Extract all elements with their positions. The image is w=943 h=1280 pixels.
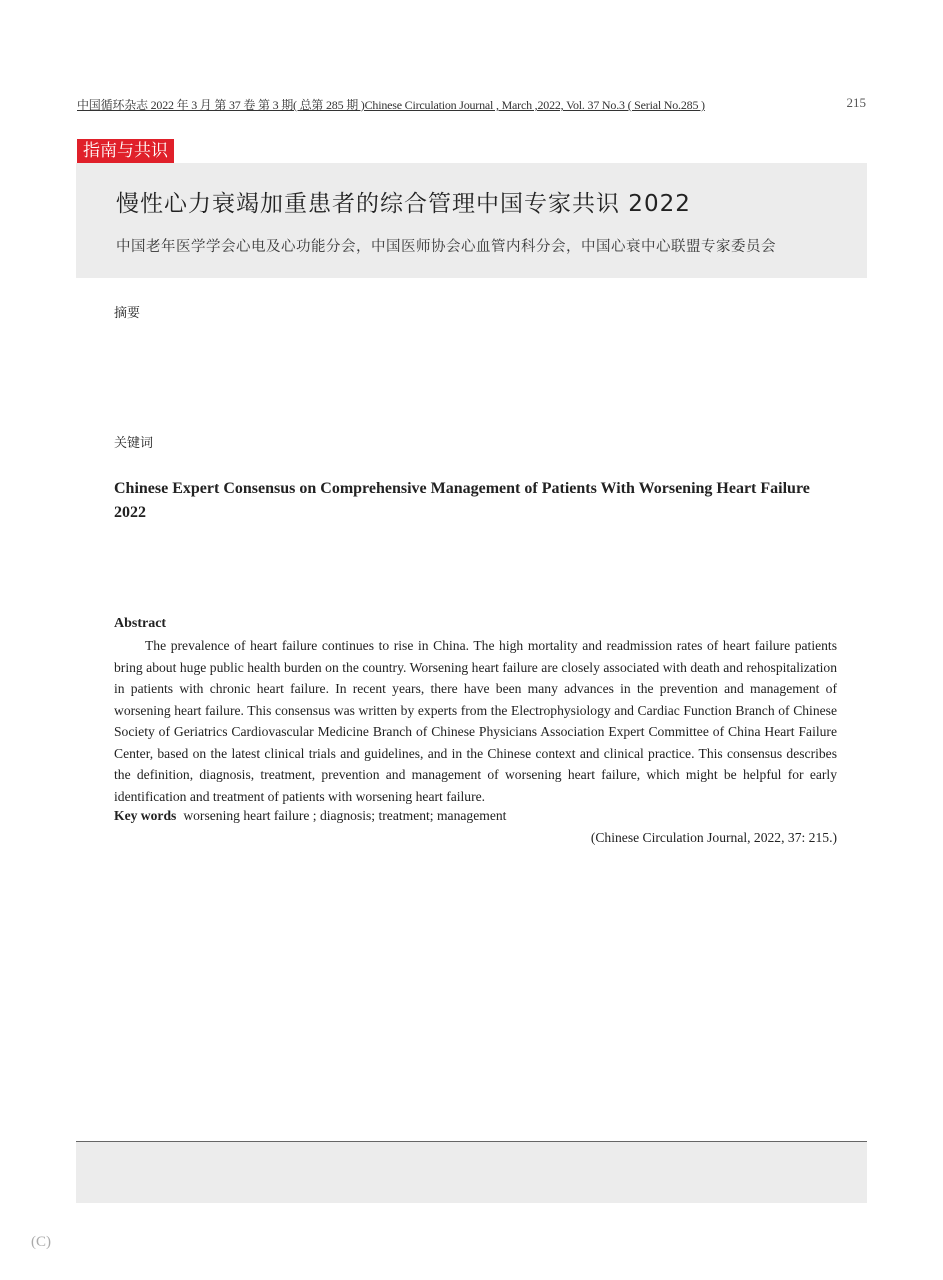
keywords-label-en: Key words [114,808,177,823]
page-number: 215 [846,95,866,110]
abstract-body-en: The prevalence of heart failure continues to rise in China. The high mortality and readmission rates of heart failure patients bring about huge public health burden on the country. Worsening heart failure are closely associated with death and rehospitalization in patients with chronic heart failure. In recent years, there have been many advances in the prevention and management of worsening heart failure. This consensus was written by experts from the Electrophysiology and Cardiac Function Branch of Chinese Society of Geriatrics Cardiovascular Medicine Branch of Chinese Physicians Association Expert Committee of China Heart Failure Center, based on the latest clinical trials and guidelines, and in the Chinese context and clinical practice. This consensus describes the definition, diagnosis, treatment, prevention and management of worsening heart failure, which might be helpful for early identification and treatment of patients with worsening heart failure. [114,638,837,804]
footer-box [76,1142,867,1203]
copyright-mark: (C) [31,1234,51,1250]
article-title-cn: 慢性心力衰竭加重患者的综合管理中国专家共识 2022 [116,191,691,217]
article-title-en: Chinese Expert Consensus on Comprehensive Management of Patients With Worsening Heart Failure 2022 [114,480,810,521]
title-block [76,163,867,278]
keywords-line-en [114,808,506,824]
abstract-heading-en: Abstract [114,616,167,631]
journal-header: 中国循环杂志 2022 年 3 月 第 37 卷 第 3 期( 总第 285 期 )Chinese Circulation Journal , March ,2022, Vol. 37 No.3 ( Serial No.285 ) [77,98,705,112]
keywords-en: worsening heart failure ; diagnosis; treatment; management [183,808,507,823]
keywords-label-cn: 关键词 [114,436,154,451]
abstract-label-cn: 摘要 [114,306,141,321]
citation: (Chinese Circulation Journal, 2022, 37: 215.) [590,830,837,845]
authors-cn: 中国老年医学学会心电及心功能分会，中国医师协会心血管内科分会，中国心衰中心联盟专家委员会 [116,239,776,255]
section-tag: 指南与共识 [77,139,174,163]
